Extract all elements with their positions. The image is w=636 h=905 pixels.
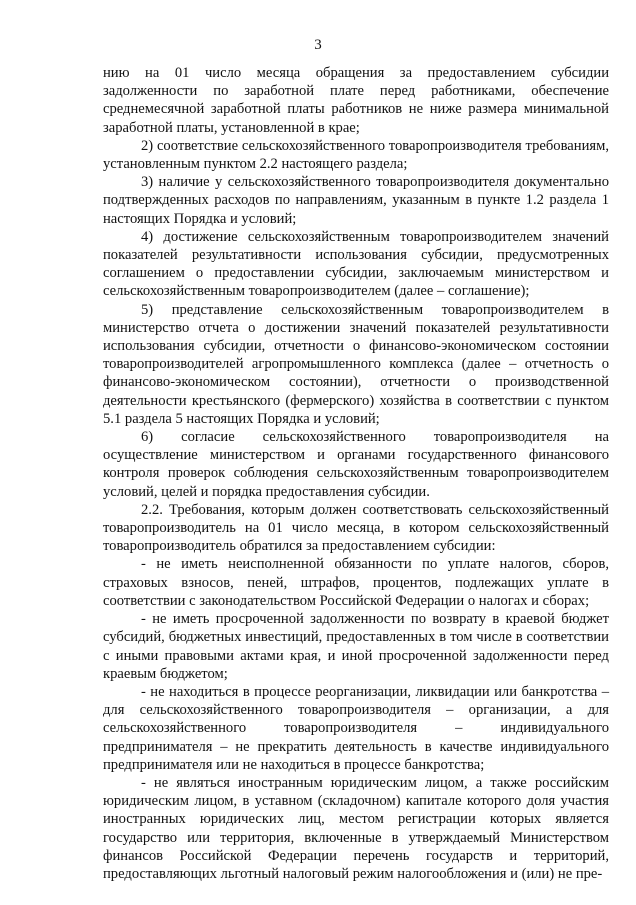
document-body [103,64,609,883]
paragraph-item-4: 4) достижение сельскохозяйственным товаропроизводителем значений показателей результативности использования субсидии, предусмотренных соглашением о предоставлении субсидии, заключаемым министерством и сельскохозяйственным товаропроизводителем (далее – соглашение); [103,228,609,300]
paragraph-item-2: 2) соответствие сельскохозяйственного товаропроизводителя требованиям, установленным пунктом 2.2 настоящего раздела; [103,137,609,173]
paragraph-requirement-foreign-entity: - не являться иностранным юридическим лицом, а также российским юридическим лицом, в уставном (складочном) капитале которого доля участия иностранных юридических лиц, местом регистрации которых является государство или территория, включенные в утверждаемый Министерством финансов Российской Федерации перечень государств и территорий, предоставляющих льготный налоговый режим налогообложения и (или) не пре- [103,774,609,882]
paragraph-continuation: нию на 01 число месяца обращения за предоставлением субсидии задолженности по заработной плате перед работниками, обеспечение среднемесячной заработной платы работников не ниже размера минимальной заработной платы, установленной в крае; [103,65,609,136]
paragraph-requirement-taxes: - не иметь неисполненной обязанности по уплате налогов, сборов, страховых взносов, пеней, штрафов, процентов, подлежащих уплате в соответствии с законодательством Российской Федерации о налогах и сборах; [103,556,609,609]
paragraph-requirement-debt: - не иметь просроченной задолженности по возврату в краевой бюджет субсидий, бюджетных инвестиций, предоставленных в том числе в соответствии с иными правовыми актами края, и иной просроченной задолженности перед краевым бюджетом; [103,611,609,682]
paragraph-requirement-reorganization: - не находиться в процессе реорганизации, ликвидации или банкротства – для сельскохозяйственного товаропроизводителя – организации, а для сельскохозяйственного товаропроизводителя – индивидуального предпринимателя – не прекратить деятельность в качестве индивидуального предпринимателя или не находиться в процессе банкротства; [103,683,609,773]
paragraph-section-2-2: 2.2. Требования, которым должен соответствовать сельскохозяйственный товаропроизводитель на 01 число месяца, в котором сельскохозяйственный товаропроизводитель обратился за предоставлением субсидии: [103,501,609,555]
paragraph-item-5: 5) представление сельскохозяйственным товаропроизводителем в министерство отчета о достижении значений показателей результативности использования субсидии, отчетности о финансово-экономическом состоянии товаропроизводителей агропромышленного комплекса (далее – отчетность о финансово-экономическом состоянии), отчетности о производственной деятельности крестьянского (фермерского) хозяйства в соответствии с пунктом 5.1 раздела 5 настоящих Порядка и условий; [103,301,609,427]
paragraph-item-6: 6) согласие сельскохозяйственного товаропроизводителя на осуществление министерством и органами государственного финансового контроля проверок соблюдения сельскохозяйственным товаропроизводителем условий, целей и порядка предоставления субсидии. [103,429,609,500]
paragraph-item-3: 3) наличие у сельскохозяйственного товаропроизводителя документально подтвержденных расходов по направлениям, указанным в пункте 1.2 раздела 1 настоящих Порядка и условий; [103,174,609,227]
page-number: 3 [314,37,322,53]
